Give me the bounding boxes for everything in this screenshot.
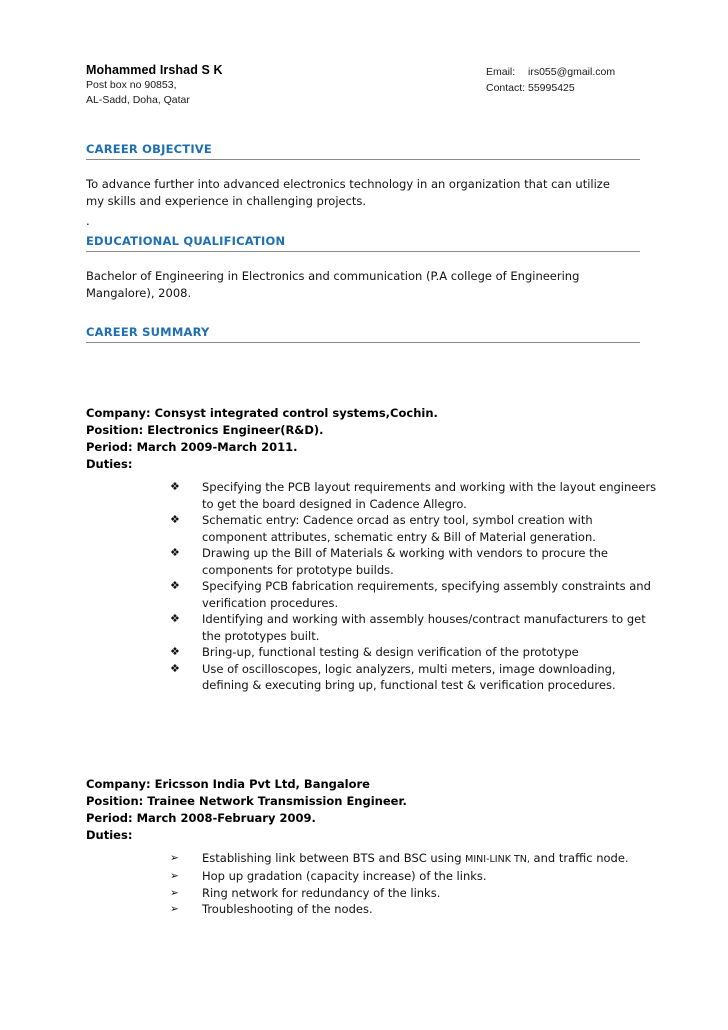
job-1-duties-list bbox=[86, 479, 657, 694]
list-item bbox=[170, 901, 672, 918]
list-item bbox=[170, 885, 672, 902]
job-1-duties-label: Duties: bbox=[86, 457, 133, 471]
contact-block-left bbox=[86, 62, 223, 108]
list-item bbox=[170, 479, 657, 512]
section-heading-career-objective: CAREER OBJECTIVE bbox=[86, 142, 640, 160]
email-label: Email: bbox=[486, 66, 516, 78]
duty-text: Hop up gradation (capacity increase) of the links. bbox=[202, 869, 487, 883]
arrow-bullet-icon: ➢ bbox=[170, 870, 179, 882]
list-item bbox=[170, 644, 657, 661]
job-2-duties-list bbox=[86, 850, 642, 918]
job-1-position: Position: Electronics Engineer(R&D). bbox=[86, 423, 324, 437]
duty-text: Use of oscilloscopes, logic analyzers, multi meters, image downloading, defining & executing bring up, functional test & verification procedures. bbox=[202, 661, 616, 692]
arrow-bullet-icon: ➢ bbox=[170, 886, 179, 899]
duty-text: Specifying the PCB layout requirements and working with the layout engineers to get the board designed in Cadence Allegro. bbox=[202, 480, 657, 511]
job-block-2 bbox=[86, 776, 642, 918]
duty-text: Ring network for redundancy of the links. bbox=[202, 885, 441, 900]
list-item bbox=[170, 578, 657, 611]
stray-dot: . bbox=[86, 214, 90, 228]
duty-text: Drawing up the Bill of Materials & working with vendors to procure the components for prototype builds. bbox=[202, 546, 609, 577]
job-2-company: Company: Ericsson India Pvt Ltd, Bangalore bbox=[86, 776, 370, 791]
duty-text bbox=[202, 851, 629, 865]
educational-qualification-text: Bachelor of Engineering in Electronics and communication (P.A college of Engineering Mangalore), 2008. bbox=[86, 269, 580, 300]
job-block-1 bbox=[86, 405, 657, 694]
section-heading-educational-qualification: EDUCATIONAL QUALIFICATION bbox=[86, 234, 640, 252]
diamond-bullet-icon: ❖ bbox=[170, 661, 180, 675]
list-item bbox=[170, 868, 672, 885]
address-line-2: AL-Sadd, Doha, Qatar bbox=[86, 94, 190, 106]
duty-text: Specifying PCB fabrication requirements, specifying assembly constraints and verification procedures. bbox=[202, 579, 651, 610]
contact-value: 55995425 bbox=[528, 82, 575, 94]
address-line-1: Post box no 90853, bbox=[86, 79, 177, 91]
duty-text: Identifying and working with assembly houses/contract manufacturers to get the prototypes built. bbox=[202, 612, 646, 643]
diamond-bullet-icon: ❖ bbox=[170, 579, 180, 592]
duty-text: Bring-up, functional testing & design verification of the prototype bbox=[202, 645, 579, 659]
diamond-bullet-icon: ❖ bbox=[170, 645, 180, 658]
contact-label: Contact: bbox=[486, 82, 526, 94]
list-item bbox=[170, 850, 672, 869]
contact-block-right bbox=[486, 64, 615, 96]
list-item bbox=[170, 545, 657, 578]
diamond-bullet-icon: ❖ bbox=[170, 480, 180, 493]
job-2-duties-label: Duties: bbox=[86, 827, 133, 842]
diamond-bullet-icon: ❖ bbox=[170, 546, 180, 559]
job-2-period: Period: March 2008-February 2009. bbox=[86, 810, 316, 825]
resume-content bbox=[86, 62, 657, 918]
email-row bbox=[486, 64, 615, 80]
job-1-period: Period: March 2009-March 2011. bbox=[86, 440, 298, 454]
section-heading-career-summary: CAREER SUMMARY bbox=[86, 325, 640, 343]
list-item bbox=[170, 661, 657, 694]
career-objective-text: To advance further into advanced electronics technology in an organization that can utilize my skills and experience in challenging projects. bbox=[86, 177, 610, 208]
list-item bbox=[170, 512, 657, 545]
diamond-bullet-icon: ❖ bbox=[170, 612, 180, 625]
arrow-bullet-icon: ➢ bbox=[170, 851, 179, 864]
duty-text-post: and traffic node. bbox=[529, 850, 629, 865]
diamond-bullet-icon: ❖ bbox=[170, 513, 180, 526]
duty-text: Troubleshooting of the nodes. bbox=[202, 902, 373, 916]
duty-text-pre: Establishing link between BTS and BSC using bbox=[202, 850, 466, 865]
duty-text-product: MINI-LINK TN, bbox=[465, 853, 530, 865]
contact-row bbox=[486, 80, 615, 96]
arrow-bullet-icon: ➢ bbox=[170, 903, 179, 915]
duty-text: Schematic entry: Cadence orcad as entry tool, symbol creation with component attributes, schematic entry & Bill of Material generation. bbox=[202, 513, 596, 544]
list-item bbox=[170, 611, 657, 644]
resume-header bbox=[86, 62, 642, 118]
job-2-position: Position: Trainee Network Transmission Engineer. bbox=[86, 793, 407, 808]
candidate-name: Mohammed Irshad S K bbox=[86, 63, 223, 77]
email-value: irs055@gmail.com bbox=[528, 66, 616, 78]
job-1-company: Company: Consyst integrated control systems,Cochin. bbox=[86, 406, 438, 420]
